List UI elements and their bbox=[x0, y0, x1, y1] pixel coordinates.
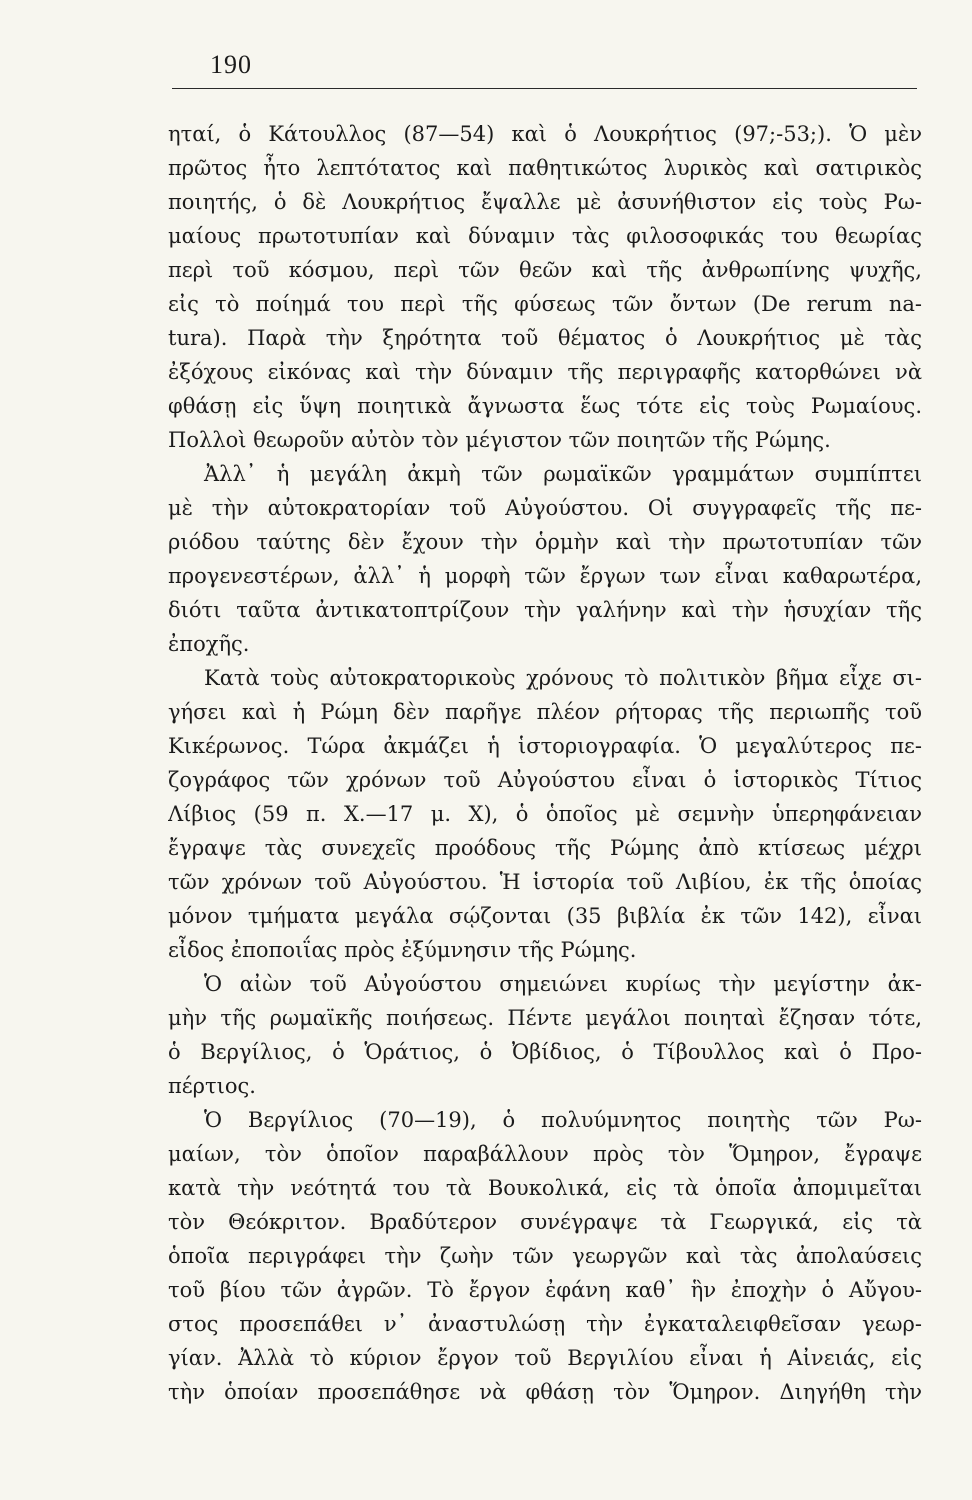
text-line: Ὁ Βεργίλιος (70—19), ὁ πολυύμνητος ποιητὴς τῶν Ρω- bbox=[204, 1108, 922, 1132]
text-line: γήσει καὶ ἡ Ρώμη δὲν παρῆγε πλέον ρήτορας τῆς περιωπῆς τοῦ bbox=[168, 700, 922, 724]
header-rule bbox=[172, 88, 917, 89]
text-line: τὸν Θεόκριτον. Βραδύτερον συνέγραψε τὰ Γεωργικά, εἰς τὰ bbox=[168, 1210, 922, 1234]
body-text bbox=[168, 117, 922, 1409]
text-line: ὁποῖα περιγράφει τὴν ζωὴν τῶν γεωργῶν καὶ τὰς ἀπολαύσεις bbox=[168, 1244, 922, 1268]
text-line: φθάσῃ εἰς ὕψη ποιητικὰ ἄγνωστα ἕως τότε εἰς τοὺς Ρωμαίους. bbox=[168, 394, 922, 418]
text-line: Κικέρωνος. Τώρα ἀκμάζει ἡ ἱστοριογραφία. Ὁ μεγαλύτερος πε- bbox=[168, 734, 922, 758]
text-line: μὴν τῆς ρωμαϊκῆς ποιήσεως. Πέντε μεγάλοι ποιηταὶ ἔζησαν τότε, bbox=[168, 1006, 922, 1030]
text-line: Ἀλλ᾽ ἡ μεγάλη ἀκμὴ τῶν ρωμαϊκῶν γραμμάτων συμπίπτει bbox=[204, 462, 922, 486]
text-line: Κατὰ τοὺς αὐτοκρατορικοὺς χρόνους τὸ πολιτικὸν βῆμα εἶχε σι- bbox=[204, 666, 922, 690]
text-line: εἶδος ἐποποιΐας πρὸς ἐξύμνησιν τῆς Ρώμης. bbox=[168, 938, 637, 962]
text-line: τὴν ὁποίαν προσεπάθησε νὰ φθάσῃ τὸν Ὅμηρον. Διηγήθη τὴν bbox=[168, 1380, 922, 1404]
text-line: ὁ Βεργίλιος, ὁ Ὁράτιος, ὁ Ὀβίδιος, ὁ Τίβουλλος καὶ ὁ Προ- bbox=[168, 1040, 922, 1064]
text-line: ριόδου ταύτης δὲν ἔχουν τὴν ὁρμὴν καὶ τὴν πρωτοτυπίαν τῶν bbox=[168, 530, 922, 554]
text-line: Ὁ αἰὼν τοῦ Αὐγούστου σημειώνει κυρίως τὴν μεγίστην ἀκ- bbox=[204, 972, 922, 996]
text-line: ἔγραψε τὰς συνεχεῖς προόδους τῆς Ρώμης ἀπὸ κτίσεως μέχρι bbox=[168, 836, 922, 860]
text-line: ἐξόχους εἰκόνας καὶ τὴν δύναμιν τῆς περιγραφῆς κατορθώνει νὰ bbox=[168, 360, 922, 384]
text-line: μαίων, τὸν ὁποῖον παραβάλλουν πρὸς τὸν Ὅμηρον, ἔγραψε bbox=[168, 1142, 922, 1166]
text-line: μὲ τὴν αὐτοκρατορίαν τοῦ Αὐγούστου. Οἱ συγγραφεῖς τῆς πε- bbox=[168, 496, 922, 520]
text-line: ἐποχῆς. bbox=[168, 632, 250, 656]
page-number: 190 bbox=[210, 50, 252, 79]
text-line: ηταί, ὁ Κάτουλλος (87—54) καὶ ὁ Λουκρήτιος (97;-53;). Ὁ μὲν bbox=[168, 122, 922, 146]
text-line: στος προσεπάθει ν᾽ ἀναστυλώσῃ τὴν ἐγκαταλειφθεῖσαν γεωρ- bbox=[168, 1312, 922, 1336]
text-line: πρῶτος ἦτο λεπτότατος καὶ παθητικώτος λυρικὸς καὶ σατιρικὸς bbox=[168, 156, 922, 180]
text-line: μόνον τμήματα μεγάλα σῴζονται (35 βιβλία ἐκ τῶν 142), εἶναι bbox=[168, 904, 922, 928]
text-line: περὶ τοῦ κόσμου, περὶ τῶν θεῶν καὶ τῆς ἀνθρωπίνης ψυχῆς, bbox=[168, 258, 922, 282]
text-line: ζογράφος τῶν χρόνων τοῦ Αὐγούστου εἶναι ὁ ἱστορικὸς Τίτιος bbox=[168, 768, 922, 792]
text-line: τῶν χρόνων τοῦ Αὐγούστου. Ἡ ἱστορία τοῦ Λιβίου, ἐκ τῆς ὁποίας bbox=[168, 870, 922, 894]
text-line: γίαν. Ἀλλὰ τὸ κύριον ἔργον τοῦ Βεργιλίου εἶναι ἡ Αἰνειάς, εἰς bbox=[168, 1346, 922, 1370]
text-line: εἰς τὸ ποίημά του περὶ τῆς φύσεως τῶν ὄντων (De rerum na- bbox=[168, 292, 922, 316]
text-line: Πολλοὶ θεωροῦν αὐτὸν τὸν μέγιστον τῶν ποιητῶν τῆς Ρώμης. bbox=[168, 428, 831, 452]
text-line: πέρτιος. bbox=[168, 1074, 256, 1098]
text-line: tura). Παρὰ τὴν ξηρότητα τοῦ θέματος ὁ Λουκρήτιος μὲ τὰς bbox=[168, 326, 922, 350]
text-line: ποιητής, ὁ δὲ Λουκρήτιος ἔψαλλε μὲ ἀσυνήθιστον εἰς τοὺς Ρω- bbox=[168, 190, 922, 214]
text-line: τοῦ βίου τῶν ἀγρῶν. Τὸ ἔργον ἐφάνη καθ᾽ ἣν ἐποχὴν ὁ Αὔγου- bbox=[168, 1278, 922, 1302]
text-line: κατὰ τὴν νεότητά του τὰ Βουκολικά, εἰς τὰ ὁποῖα ἀπομιμεῖται bbox=[168, 1176, 922, 1200]
text-line: προγενεστέρων, ἀλλ᾽ ἡ μορφὴ τῶν ἔργων των εἶναι καθαρωτέρα, bbox=[168, 564, 922, 588]
text-line: διότι ταῦτα ἀντικατοπτρίζουν τὴν γαλήνην καὶ τὴν ἡσυχίαν τῆς bbox=[168, 598, 922, 622]
text-line: Λίβιος (59 π. Χ.—17 μ. Χ), ὁ ὁποῖος μὲ σεμνὴν ὑπερηφάνειαν bbox=[168, 802, 922, 826]
text-line: μαίους πρωτοτυπίαν καὶ δύναμιν τὰς φιλοσοφικάς του θεωρίας bbox=[168, 224, 922, 248]
